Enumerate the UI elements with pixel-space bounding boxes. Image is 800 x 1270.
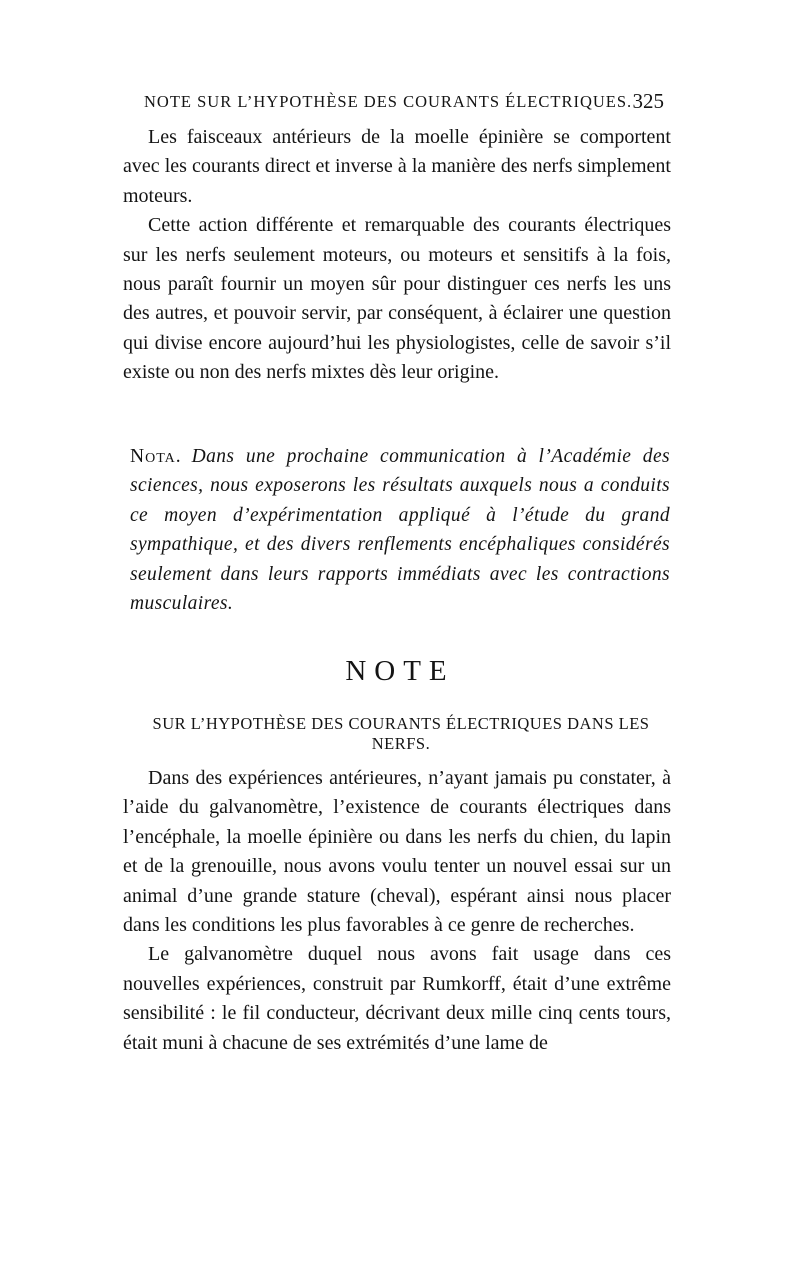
paragraph: Cette action différente et remarquable des courants électriques sur les nerfs seulement moteurs, ou moteurs et sensitifs à la fois, nous paraît fournir un moyen sûr pour distinguer ces nerfs les uns des autres, et pouvoir servir, par conséquent, à éclairer une question qui divise encore aujourd’hui les physiologistes, celle de savoir s’il existe ou non des nerfs mixtes dès leur origine. <box>123 214 671 384</box>
nota-note <box>130 442 670 618</box>
paragraph: Dans des expériences antérieures, n’ayant jamais pu constater, à l’aide du galvanomètre, l’existence de courants électriques dans l’encéphale, la moelle épinière ou dans les nerfs du chien, du lapin et de la grenouille, nous avons voulu tenter un nouvel essai sur un animal d’une grande stature (cheval), espérant ainsi nous placer dans les conditions les plus favorables à ce genre de recherches. <box>123 767 671 937</box>
paragraph: Le galvanomètre duquel nous avons fait usage dans ces nouvelles expériences, construit par Rumkorff, était d’une extrême sensibilité : le fil conducteur, décrivant deux mille cinq cents tours, était muni à chacune de ses extrémités d’une lame de <box>123 943 671 1054</box>
running-head <box>144 89 664 118</box>
page-number: 325 <box>632 89 664 113</box>
nota-label: Nota. <box>130 446 182 467</box>
body-text-top <box>123 123 671 388</box>
section-title: NOTE <box>345 655 455 687</box>
section-subtitle: SUR L’HYPOTHÈSE DES COURANTS ÉLECTRIQUES DANS LES NERFS. <box>152 714 650 753</box>
nota-text: Dans une prochaine communication à l’Académie des sciences, nous exposerons les résultats auxquels nous a conduits ce moyen d’expérimentation appliqué à l’étude du grand sympathique, et des divers renflements encéphaliques considérés seulement dans leurs rapports immédiats avec les contractions musculaires. <box>130 446 670 615</box>
paragraph: Les faisceaux antérieurs de la moelle épinière se comportent avec les courants direct et inverse à la manière des nerfs simplement moteurs. <box>123 126 671 207</box>
body-text-bottom <box>123 764 671 1058</box>
running-head-title: NOTE SUR L’HYPOTHÈSE DES COURANTS ÉLECTRIQUES. <box>144 92 633 111</box>
